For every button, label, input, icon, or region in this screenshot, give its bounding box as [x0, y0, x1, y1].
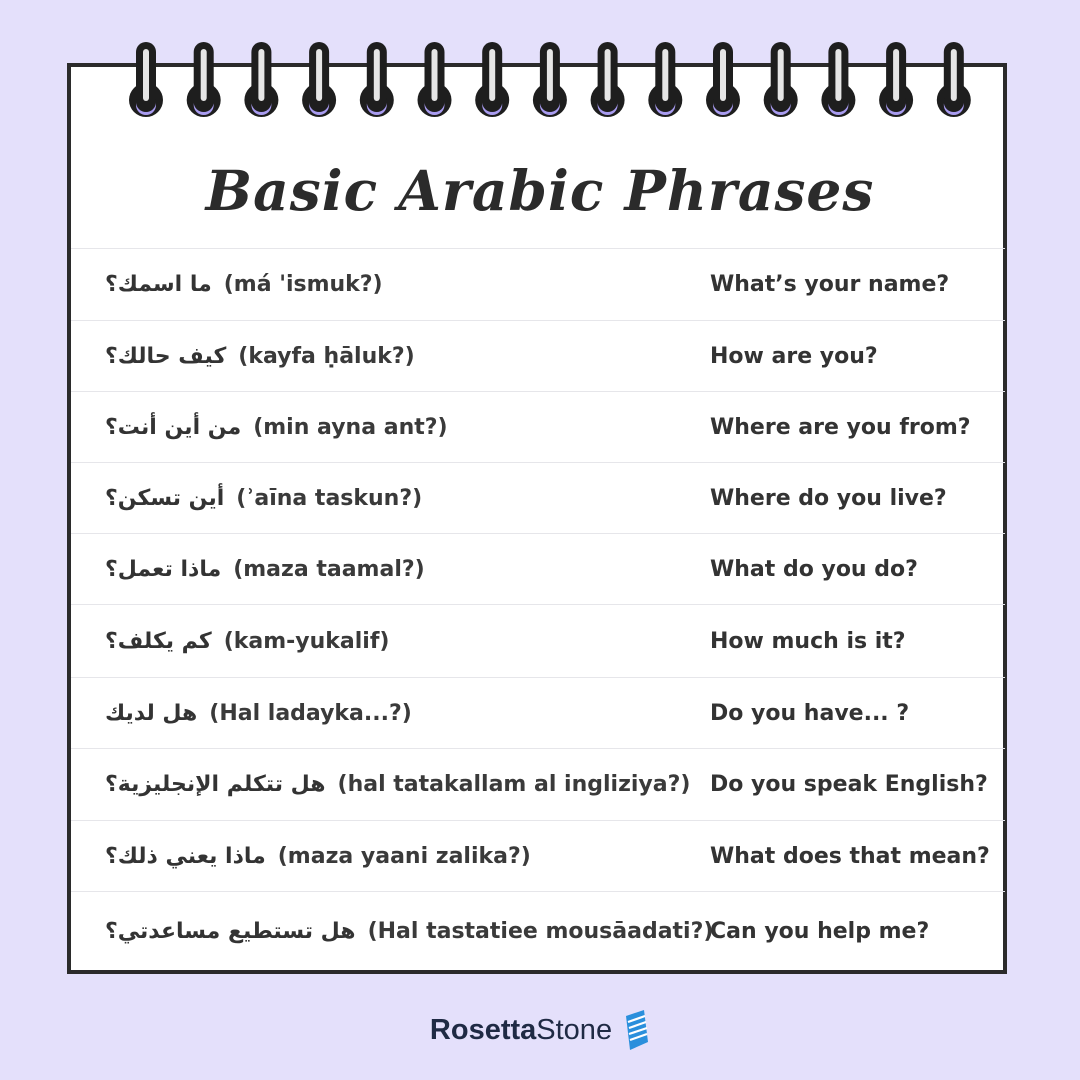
english-translation: How are you?: [710, 343, 878, 369]
arabic-phrase: أين تسكن؟: [105, 485, 225, 511]
phrase-cell: [105, 821, 531, 891]
transliteration: (maza yaani zalika?): [277, 843, 531, 869]
arabic-phrase: ماذا يعني ذلك؟: [105, 843, 266, 869]
transliteration: (kam-yukalif): [223, 628, 390, 654]
phrase-row: [71, 248, 1005, 320]
english-translation: Can you help me?: [710, 919, 930, 944]
transliteration: (min ayna ant?): [253, 414, 448, 440]
arabic-phrase: كم يكلف؟: [105, 628, 212, 654]
brand-logo: [0, 1008, 1080, 1052]
phrase-table: [71, 248, 1005, 971]
phrase-row: [71, 320, 1005, 391]
english-translation: What’s your name?: [710, 272, 950, 297]
rosetta-stone-logo-icon: [620, 1008, 650, 1052]
phrase-row: [71, 462, 1005, 533]
english-translation: Do you speak English?: [710, 772, 988, 797]
phrase-row: [71, 391, 1005, 462]
english-translation: What do you do?: [710, 556, 918, 582]
transliteration: (má 'ismuk?): [223, 272, 383, 297]
transliteration: (Hal tastatiee mousāadati?): [367, 919, 714, 944]
phrase-row: [71, 891, 1005, 971]
english-translation: Do you have... ?: [710, 700, 910, 726]
phrase-cell: [105, 605, 389, 677]
english-translation: Where are you from?: [710, 414, 971, 440]
arabic-phrase: هل تستطيع مساعدتي؟: [105, 919, 356, 944]
brand-name: RosettaStone: [429, 1013, 613, 1046]
arabic-phrase: ما اسمك؟: [105, 272, 212, 297]
arabic-phrase: من أين أنت؟: [105, 414, 242, 440]
arabic-phrase: كيف حالك؟: [105, 343, 227, 369]
phrase-row: [71, 533, 1005, 604]
phrase-cell: [105, 392, 448, 462]
english-translation: How much is it?: [710, 628, 906, 654]
page-title: Basic Arabic Phrases: [205, 158, 875, 223]
transliteration: (hal tatakallam al ingliziya?): [337, 772, 691, 797]
phrase-row: [71, 604, 1005, 677]
english-translation: What does that mean?: [710, 843, 990, 869]
phrase-cell: [105, 249, 383, 320]
phrase-row: [71, 748, 1005, 820]
english-translation: Where do you live?: [710, 485, 947, 511]
phrase-row: [71, 820, 1005, 891]
arabic-phrase: هل لديك: [105, 700, 198, 726]
phrase-cell: [105, 534, 425, 604]
phrase-cell: [105, 678, 412, 748]
phrase-cell: [105, 749, 690, 820]
arabic-phrase: هل تتكلم الإنجليزية؟: [105, 772, 326, 797]
phrase-cell: [105, 463, 422, 533]
transliteration: (kayfa ḥāluk?): [238, 343, 415, 369]
transliteration: (maza taamal?): [233, 556, 425, 582]
phrase-cell: [105, 321, 415, 391]
transliteration: (ʾaīna taskun?): [236, 485, 423, 511]
phrase-row: [71, 677, 1005, 748]
arabic-phrase: ماذا تعمل؟: [105, 556, 222, 582]
phrase-cell: [105, 892, 713, 971]
transliteration: (Hal ladayka...?): [209, 700, 412, 726]
